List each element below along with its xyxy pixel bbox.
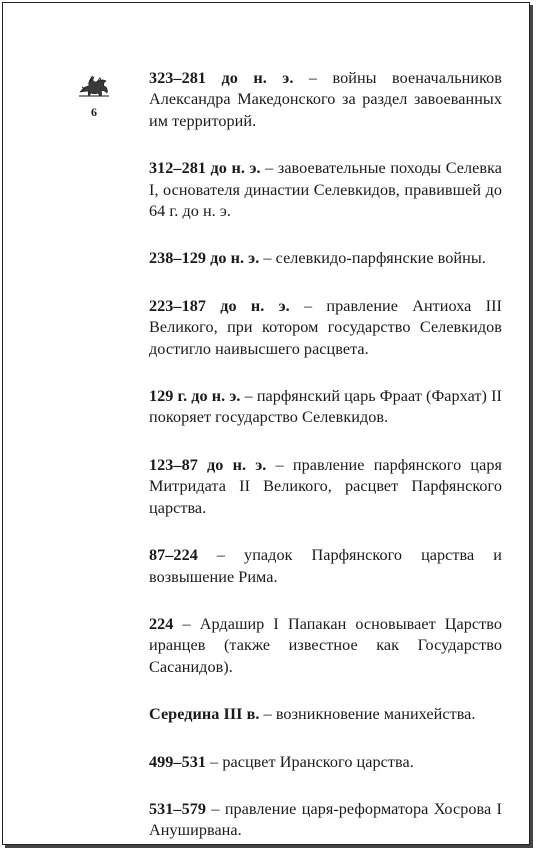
- entry-date: 123–87 до н. э.: [149, 455, 267, 474]
- entry-text: – возникновение манихейства.: [259, 705, 476, 724]
- chronology-entry: [149, 614, 502, 678]
- chronology-entry: [149, 386, 502, 429]
- entry-text: – расцвет Иранского царства.: [206, 752, 414, 771]
- chronology-entry: [149, 704, 502, 725]
- chronology-entry: [149, 799, 502, 842]
- entry-date: Середина III в.: [149, 705, 260, 724]
- entry-text: – селевкидо-парфянские войны.: [259, 249, 486, 268]
- page-marker: [74, 72, 114, 120]
- entry-text: – завоевательные походы Селевка I, основателя династии Селевкидов, правившей до 64 г. до н. э.: [149, 159, 502, 221]
- entry-date: 531–579: [149, 799, 207, 818]
- griffin-emblem-icon: [77, 72, 111, 98]
- entry-date: 323–281 до н. э.: [149, 69, 294, 87]
- entry-date: 129 г. до н. э.: [149, 387, 241, 406]
- chronology-entry: [149, 248, 502, 269]
- chronology-entry: [149, 752, 502, 773]
- entry-text: – парфянский царь Фраат (Фархат) II покоряет государство Селевкидов.: [149, 387, 502, 427]
- entry-date: 238–129 до н. э.: [149, 249, 260, 268]
- entry-date: 499–531: [149, 752, 207, 771]
- entry-date: 223–187 до н. э.: [149, 296, 290, 315]
- entry-text: – войны военачальников Александра Македонского за раздел завоеванных им территорий.: [149, 69, 502, 130]
- entry-date: 312–281 до н. э.: [149, 159, 261, 178]
- chronology-entry: [149, 68, 502, 132]
- entry-text: – Ардашир I Папакан основывает Царство иранцев (также известное как Государство Сасанидов).: [149, 614, 502, 676]
- chronology-entry: [149, 296, 502, 360]
- entry-text: – упадок Парфянского царства и возвышение Рима.: [149, 546, 502, 586]
- entry-date: 224: [149, 614, 174, 633]
- chronology-entry: [149, 545, 502, 588]
- entry-text: – правление Антиоха III Великого, при котором государство Селевкидов достигло наивысшего расцвета.: [149, 296, 502, 358]
- entry-text: – правление парфянского царя Митридата II Великого, расцвет Парфянского царства.: [149, 455, 502, 517]
- entry-date: 87–224: [149, 546, 198, 565]
- chronology-list: [149, 68, 502, 868]
- entry-text: – правление царя-реформатора Хосрова I Ануширвана.: [149, 799, 502, 840]
- page-number: 6: [91, 105, 97, 119]
- chronology-entry: [149, 455, 502, 519]
- chronology-entry: [149, 158, 502, 222]
